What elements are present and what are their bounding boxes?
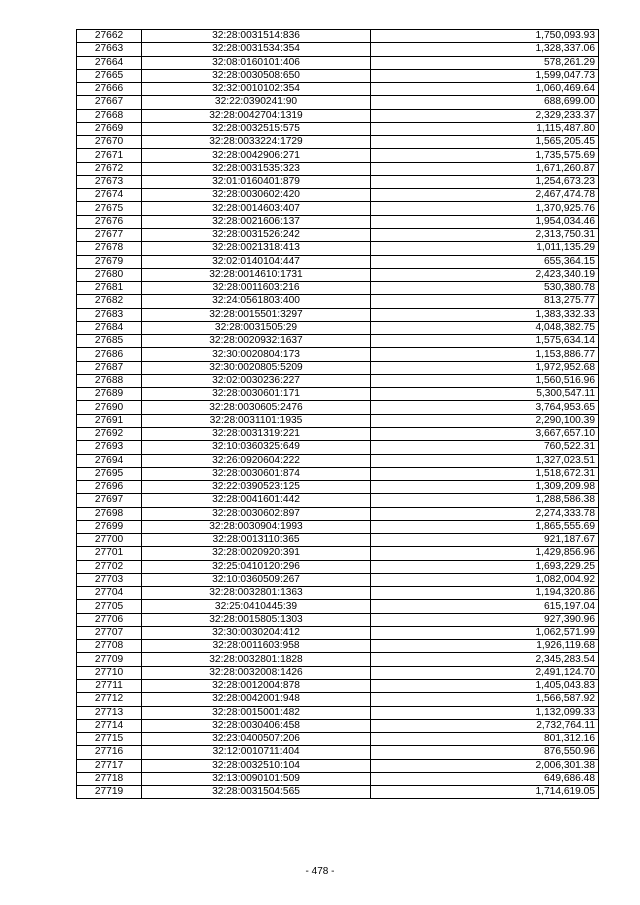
cadastral-number-cell: 32:28:0031504:565 xyxy=(142,786,371,799)
amount-cell: 2,006,301.38 xyxy=(371,759,599,772)
table-row xyxy=(77,746,599,759)
table-row xyxy=(77,481,599,494)
table-row xyxy=(77,772,599,785)
table-row xyxy=(77,242,599,255)
row-id-cell: 27699 xyxy=(77,520,142,533)
amount-cell: 1,328,337.06 xyxy=(371,43,599,56)
amount-cell: 1,288,586.38 xyxy=(371,494,599,507)
row-id-cell: 27665 xyxy=(77,69,142,82)
cadastral-number-cell: 32:28:0032510:104 xyxy=(142,759,371,772)
amount-cell: 921,187.67 xyxy=(371,534,599,547)
cadastral-number-cell: 32:28:0012004:878 xyxy=(142,680,371,693)
cadastral-number-cell: 32:28:0031505:29 xyxy=(142,321,371,334)
cadastral-number-cell: 32:28:0021318:413 xyxy=(142,242,371,255)
table-row xyxy=(77,162,599,175)
row-id-cell: 27716 xyxy=(77,746,142,759)
table-row xyxy=(77,83,599,96)
table-row xyxy=(77,626,599,639)
cadastral-number-cell: 32:30:0020804:173 xyxy=(142,348,371,361)
amount-cell: 1,115,487.80 xyxy=(371,122,599,135)
table-row xyxy=(77,494,599,507)
row-id-cell: 27718 xyxy=(77,772,142,785)
amount-cell: 3,667,657.10 xyxy=(371,427,599,440)
cadastral-number-cell: 32:28:0031535:323 xyxy=(142,162,371,175)
row-id-cell: 27689 xyxy=(77,388,142,401)
cadastral-number-cell: 32:23:0400507:206 xyxy=(142,733,371,746)
table-row xyxy=(77,43,599,56)
cadastral-number-cell: 32:28:0030406:458 xyxy=(142,719,371,732)
cadastral-number-cell: 32:32:0010102:354 xyxy=(142,83,371,96)
row-id-cell: 27687 xyxy=(77,361,142,374)
table-row xyxy=(77,109,599,122)
cadastral-number-cell: 32:10:0360509:267 xyxy=(142,573,371,586)
table-row xyxy=(77,388,599,401)
table-row xyxy=(77,587,599,600)
table-row xyxy=(77,414,599,427)
row-id-cell: 27683 xyxy=(77,308,142,321)
table-row xyxy=(77,560,599,573)
amount-cell: 2,345,283.54 xyxy=(371,653,599,666)
amount-cell: 655,364.15 xyxy=(371,255,599,268)
row-id-cell: 27703 xyxy=(77,573,142,586)
amount-cell: 2,274,333.78 xyxy=(371,507,599,520)
cadastral-number-cell: 32:12:0010711:404 xyxy=(142,746,371,759)
cadastral-number-cell: 32:28:0030601:874 xyxy=(142,467,371,480)
amount-cell: 1,750,093.93 xyxy=(371,30,599,43)
table-row xyxy=(77,69,599,82)
amount-cell: 1,309,209.98 xyxy=(371,481,599,494)
table-row xyxy=(77,733,599,746)
cadastral-number-cell: 32:28:0031101:1935 xyxy=(142,414,371,427)
table-row xyxy=(77,295,599,308)
row-id-cell: 27672 xyxy=(77,162,142,175)
amount-cell: 2,491,124.70 xyxy=(371,666,599,679)
table-row xyxy=(77,680,599,693)
amount-cell: 2,290,100.39 xyxy=(371,414,599,427)
row-id-cell: 27690 xyxy=(77,401,142,414)
cadastral-number-cell: 32:01:0160401:879 xyxy=(142,175,371,188)
cadastral-number-cell: 32:28:0031526:242 xyxy=(142,228,371,241)
table-row xyxy=(77,666,599,679)
cadastral-number-cell: 32:28:0030602:420 xyxy=(142,189,371,202)
cadastral-number-cell: 32:28:0013110:365 xyxy=(142,534,371,547)
row-id-cell: 27691 xyxy=(77,414,142,427)
table-row xyxy=(77,374,599,387)
amount-cell: 2,732,764.11 xyxy=(371,719,599,732)
amount-cell: 927,390.96 xyxy=(371,613,599,626)
row-id-cell: 27698 xyxy=(77,507,142,520)
cadastral-number-cell: 32:28:0031534:354 xyxy=(142,43,371,56)
row-id-cell: 27708 xyxy=(77,640,142,653)
cadastral-number-cell: 32:22:0390241:90 xyxy=(142,96,371,109)
table-row xyxy=(77,175,599,188)
cadastral-number-cell: 32:28:0030605:2476 xyxy=(142,401,371,414)
cadastral-number-cell: 32:28:0030601:171 xyxy=(142,388,371,401)
table-row xyxy=(77,56,599,69)
amount-cell: 1,370,925.76 xyxy=(371,202,599,215)
table-row xyxy=(77,268,599,281)
amount-cell: 3,764,953.65 xyxy=(371,401,599,414)
row-id-cell: 27712 xyxy=(77,693,142,706)
amount-cell: 1,714,619.05 xyxy=(371,786,599,799)
amount-cell: 2,313,750.31 xyxy=(371,228,599,241)
cadastral-number-cell: 32:28:0015805:1303 xyxy=(142,613,371,626)
cadastral-number-cell: 32:28:0030904:1993 xyxy=(142,520,371,533)
row-id-cell: 27692 xyxy=(77,427,142,440)
row-id-cell: 27701 xyxy=(77,547,142,560)
row-id-cell: 27666 xyxy=(77,83,142,96)
table-row xyxy=(77,547,599,560)
amount-cell: 1,671,260.87 xyxy=(371,162,599,175)
amount-cell: 2,329,233.37 xyxy=(371,109,599,122)
amount-cell: 649,686.48 xyxy=(371,772,599,785)
amount-cell: 4,048,382.75 xyxy=(371,321,599,334)
row-id-cell: 27709 xyxy=(77,653,142,666)
amount-cell: 1,011,135.29 xyxy=(371,242,599,255)
row-id-cell: 27670 xyxy=(77,136,142,149)
row-id-cell: 27711 xyxy=(77,680,142,693)
table-row xyxy=(77,759,599,772)
row-id-cell: 27673 xyxy=(77,175,142,188)
cadastral-number-cell: 32:02:0140104:447 xyxy=(142,255,371,268)
table-row xyxy=(77,693,599,706)
row-id-cell: 27685 xyxy=(77,335,142,348)
table-row xyxy=(77,640,599,653)
cadastral-number-cell: 32:28:0032801:1363 xyxy=(142,587,371,600)
cadastral-number-cell: 32:28:0042906:271 xyxy=(142,149,371,162)
table-row xyxy=(77,401,599,414)
amount-cell: 1,060,469.64 xyxy=(371,83,599,96)
cadastral-number-cell: 32:28:0011603:958 xyxy=(142,640,371,653)
table-row xyxy=(77,30,599,43)
row-id-cell: 27693 xyxy=(77,441,142,454)
amount-cell: 2,467,474.78 xyxy=(371,189,599,202)
row-id-cell: 27682 xyxy=(77,295,142,308)
amount-cell: 530,380.78 xyxy=(371,282,599,295)
table-body xyxy=(77,30,599,799)
table-row xyxy=(77,613,599,626)
amount-cell: 1,254,673.23 xyxy=(371,175,599,188)
cadastral-number-cell: 32:28:0041601:442 xyxy=(142,494,371,507)
table-row xyxy=(77,215,599,228)
row-id-cell: 27669 xyxy=(77,122,142,135)
row-id-cell: 27686 xyxy=(77,348,142,361)
row-id-cell: 27664 xyxy=(77,56,142,69)
cadastral-number-cell: 32:30:0020805:5209 xyxy=(142,361,371,374)
amount-cell: 1,735,575.69 xyxy=(371,149,599,162)
amount-cell: 801,312.16 xyxy=(371,733,599,746)
row-id-cell: 27706 xyxy=(77,613,142,626)
amount-cell: 2,423,340.19 xyxy=(371,268,599,281)
table-row xyxy=(77,308,599,321)
table-row xyxy=(77,653,599,666)
table-row xyxy=(77,96,599,109)
row-id-cell: 27677 xyxy=(77,228,142,241)
row-id-cell: 27695 xyxy=(77,467,142,480)
table-row xyxy=(77,441,599,454)
row-id-cell: 27675 xyxy=(77,202,142,215)
row-id-cell: 27688 xyxy=(77,374,142,387)
row-id-cell: 27694 xyxy=(77,454,142,467)
amount-cell: 1,405,043.83 xyxy=(371,680,599,693)
table-row xyxy=(77,719,599,732)
row-id-cell: 27697 xyxy=(77,494,142,507)
amount-cell: 1,327,023.51 xyxy=(371,454,599,467)
cadastral-number-cell: 32:28:0031319:221 xyxy=(142,427,371,440)
amount-cell: 578,261.29 xyxy=(371,56,599,69)
table-row xyxy=(77,136,599,149)
amount-cell: 1,383,332.33 xyxy=(371,308,599,321)
row-id-cell: 27681 xyxy=(77,282,142,295)
amount-cell: 1,954,034.46 xyxy=(371,215,599,228)
cadastral-number-cell: 32:26:0920604:222 xyxy=(142,454,371,467)
amount-cell: 5,300,547.11 xyxy=(371,388,599,401)
table-row xyxy=(77,507,599,520)
row-id-cell: 27714 xyxy=(77,719,142,732)
table-row xyxy=(77,149,599,162)
amount-cell: 1,132,099.33 xyxy=(371,706,599,719)
cadastral-number-cell: 32:10:0360325:649 xyxy=(142,441,371,454)
row-id-cell: 27715 xyxy=(77,733,142,746)
page-number: - 478 - xyxy=(305,866,335,877)
cadastral-number-cell: 32:28:0014603:407 xyxy=(142,202,371,215)
table-row xyxy=(77,600,599,613)
amount-cell: 1,566,587.92 xyxy=(371,693,599,706)
cadastral-number-cell: 32:25:0410445:39 xyxy=(142,600,371,613)
cadastral-number-cell: 32:13:0090101:509 xyxy=(142,772,371,785)
amount-cell: 1,575,634.14 xyxy=(371,335,599,348)
cadastral-number-cell: 32:28:0015501:3297 xyxy=(142,308,371,321)
cadastral-number-cell: 32:02:0030236:227 xyxy=(142,374,371,387)
table-row xyxy=(77,189,599,202)
row-id-cell: 27667 xyxy=(77,96,142,109)
amount-cell: 1,972,952.68 xyxy=(371,361,599,374)
row-id-cell: 27671 xyxy=(77,149,142,162)
table-row xyxy=(77,467,599,480)
row-id-cell: 27678 xyxy=(77,242,142,255)
row-id-cell: 27668 xyxy=(77,109,142,122)
amount-cell: 1,062,571.99 xyxy=(371,626,599,639)
table-row xyxy=(77,427,599,440)
amount-cell: 1,926,119.68 xyxy=(371,640,599,653)
table-row xyxy=(77,348,599,361)
amount-cell: 1,082,004.92 xyxy=(371,573,599,586)
cadastral-number-cell: 32:25:0410120:296 xyxy=(142,560,371,573)
cadastral-number-cell: 32:24:0561803:400 xyxy=(142,295,371,308)
amount-cell: 615,197.04 xyxy=(371,600,599,613)
amount-cell: 688,699.00 xyxy=(371,96,599,109)
cadastral-number-cell: 32:28:0020932:1637 xyxy=(142,335,371,348)
row-id-cell: 27704 xyxy=(77,587,142,600)
cadastral-number-cell: 32:22:0390523:125 xyxy=(142,481,371,494)
table-row xyxy=(77,361,599,374)
table-row xyxy=(77,282,599,295)
table-row xyxy=(77,255,599,268)
amount-cell: 1,429,856.96 xyxy=(371,547,599,560)
row-id-cell: 27717 xyxy=(77,759,142,772)
table-row xyxy=(77,454,599,467)
cadastral-number-cell: 32:30:0030204:412 xyxy=(142,626,371,639)
amount-cell: 1,865,555.69 xyxy=(371,520,599,533)
amount-cell: 760,522.31 xyxy=(371,441,599,454)
cadastral-number-cell: 32:28:0030508:650 xyxy=(142,69,371,82)
row-id-cell: 27680 xyxy=(77,268,142,281)
cadastral-number-cell: 32:28:0032008:1426 xyxy=(142,666,371,679)
amount-cell: 876,550.96 xyxy=(371,746,599,759)
row-id-cell: 27679 xyxy=(77,255,142,268)
row-id-cell: 27700 xyxy=(77,534,142,547)
amount-cell: 1,560,516.96 xyxy=(371,374,599,387)
row-id-cell: 27696 xyxy=(77,481,142,494)
cadastral-number-cell: 32:28:0015001:482 xyxy=(142,706,371,719)
amount-cell: 1,153,886.77 xyxy=(371,348,599,361)
amount-cell: 1,194,320.86 xyxy=(371,587,599,600)
cadastral-number-cell: 32:28:0020920:391 xyxy=(142,547,371,560)
table-row xyxy=(77,321,599,334)
cadastral-value-table xyxy=(76,29,599,799)
cadastral-number-cell: 32:28:0011603:216 xyxy=(142,282,371,295)
row-id-cell: 27676 xyxy=(77,215,142,228)
row-id-cell: 27684 xyxy=(77,321,142,334)
table-row xyxy=(77,335,599,348)
table-row xyxy=(77,786,599,799)
table-row xyxy=(77,228,599,241)
row-id-cell: 27702 xyxy=(77,560,142,573)
row-id-cell: 27674 xyxy=(77,189,142,202)
amount-cell: 1,693,229.25 xyxy=(371,560,599,573)
amount-cell: 813,275.77 xyxy=(371,295,599,308)
cadastral-number-cell: 32:28:0042001:948 xyxy=(142,693,371,706)
table-row xyxy=(77,122,599,135)
row-id-cell: 27663 xyxy=(77,43,142,56)
amount-cell: 1,565,205.45 xyxy=(371,136,599,149)
row-id-cell: 27710 xyxy=(77,666,142,679)
amount-cell: 1,599,047.73 xyxy=(371,69,599,82)
row-id-cell: 27713 xyxy=(77,706,142,719)
cadastral-number-cell: 32:28:0021606:137 xyxy=(142,215,371,228)
cadastral-number-cell: 32:28:0014610:1731 xyxy=(142,268,371,281)
row-id-cell: 27705 xyxy=(77,600,142,613)
amount-cell: 1,518,672.31 xyxy=(371,467,599,480)
table-row xyxy=(77,520,599,533)
cadastral-number-cell: 32:28:0031514:836 xyxy=(142,30,371,43)
cadastral-number-cell: 32:28:0033224:1729 xyxy=(142,136,371,149)
cadastral-number-cell: 32:28:0032515:575 xyxy=(142,122,371,135)
cadastral-number-cell: 32:28:0032801:1828 xyxy=(142,653,371,666)
cadastral-number-cell: 32:28:0030602:897 xyxy=(142,507,371,520)
table-row xyxy=(77,202,599,215)
cadastral-number-cell: 32:08:0160101:406 xyxy=(142,56,371,69)
row-id-cell: 27719 xyxy=(77,786,142,799)
table-row xyxy=(77,573,599,586)
row-id-cell: 27707 xyxy=(77,626,142,639)
row-id-cell: 27662 xyxy=(77,30,142,43)
cadastral-number-cell: 32:28:0042704:1319 xyxy=(142,109,371,122)
table-row xyxy=(77,534,599,547)
table-row xyxy=(77,706,599,719)
